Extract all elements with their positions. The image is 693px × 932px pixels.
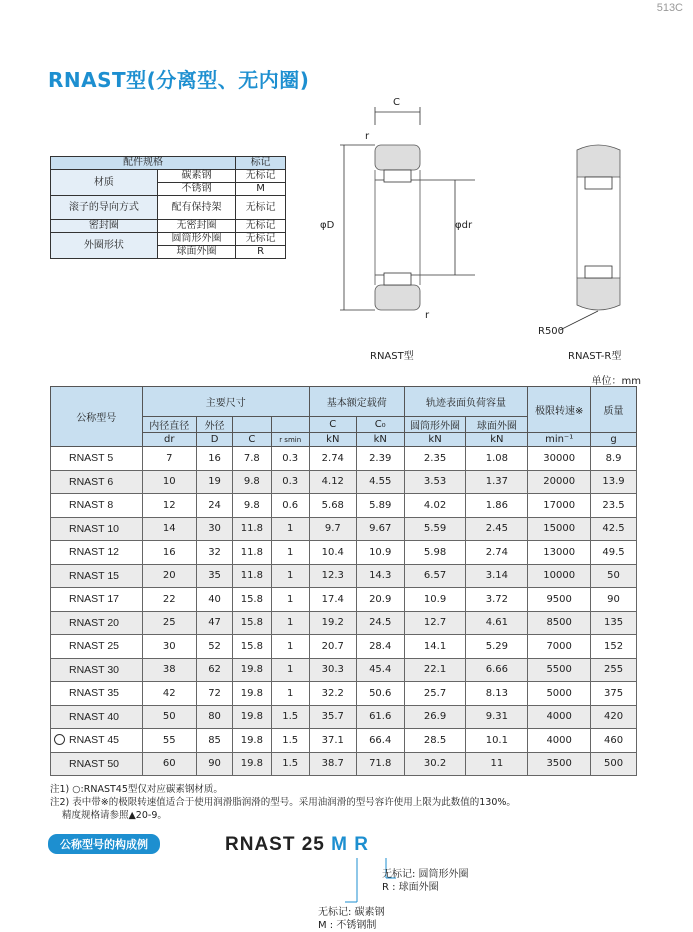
cell-mass: 90 [591, 588, 637, 612]
cell-speed: 17000 [528, 494, 591, 518]
cell-mass: 50 [591, 564, 637, 588]
cell-mass: 49.5 [591, 541, 637, 565]
cell-speed: 5500 [528, 658, 591, 682]
cell-sph: 1.08 [466, 447, 528, 471]
cell-r: 1 [271, 517, 309, 541]
cell-cyl: 4.02 [404, 494, 466, 518]
cell-r: 1 [271, 564, 309, 588]
cell-D: 35 [196, 564, 232, 588]
notes [50, 783, 516, 822]
table-row [51, 541, 637, 565]
cell-C: 19.8 [233, 705, 271, 729]
cell-model [51, 635, 143, 659]
cell-c: 12.3 [309, 564, 356, 588]
table-row [51, 588, 637, 612]
page-title: RNAST型(分离型、无内圈) [48, 68, 310, 92]
cell-mass: 42.5 [591, 517, 637, 541]
sub-dr: 内径直径 [142, 417, 196, 433]
cell-sph: 1.86 [466, 494, 528, 518]
header-load: 基本额定载荷 [309, 387, 404, 417]
cell-C: 15.8 [233, 611, 271, 635]
cell-D: 90 [196, 752, 232, 776]
dimension-table [50, 386, 637, 776]
cell-mass: 500 [591, 752, 637, 776]
spec-group: 滚子的导向方式 [51, 196, 158, 220]
cell-cyl: 5.59 [404, 517, 466, 541]
cell-C: 11.8 [233, 541, 271, 565]
table-row [51, 635, 637, 659]
cell-cyl: 28.5 [404, 729, 466, 753]
cell-mass: 152 [591, 635, 637, 659]
sub-cyl: 圆筒形外圈 [404, 417, 466, 433]
cell-model [51, 470, 143, 494]
cell-c: 9.7 [309, 517, 356, 541]
cell-mass: 255 [591, 658, 637, 682]
cell-speed: 15000 [528, 517, 591, 541]
header-speed: 极限转速※ [528, 387, 591, 433]
cell-r: 1.5 [271, 752, 309, 776]
cell-c: 35.7 [309, 705, 356, 729]
cell-speed: 5000 [528, 682, 591, 706]
model-label: RNAST 20 [69, 616, 119, 629]
cell-mass: 460 [591, 729, 637, 753]
model-label: RNAST 45 [69, 734, 119, 747]
cell-c: 20.7 [309, 635, 356, 659]
cell-sph: 8.13 [466, 682, 528, 706]
dim-c-label: C [393, 97, 400, 108]
cell-c: 4.12 [309, 470, 356, 494]
cell-c0: 10.9 [356, 541, 404, 565]
cell-c: 2.74 [309, 447, 356, 471]
cell-cyl: 10.9 [404, 588, 466, 612]
sub-c0: C₀ [356, 417, 404, 433]
spec-mark: R [236, 246, 286, 259]
spec-header-mark: 标记 [236, 157, 286, 170]
cell-dr: 12 [142, 494, 196, 518]
cell-cyl: 6.57 [404, 564, 466, 588]
cell-c: 38.7 [309, 752, 356, 776]
table-row [51, 705, 637, 729]
cell-dr: 20 [142, 564, 196, 588]
spec-item: 无密封圈 [157, 220, 235, 233]
caption-rnast: RNAST型 [370, 351, 414, 362]
table-row [51, 658, 637, 682]
unit-kn: kN [356, 433, 404, 447]
header-model: 公称型号 [51, 387, 143, 447]
spec-item: 球面外圈 [157, 246, 235, 259]
model-label: RNAST 10 [69, 522, 119, 535]
model-label: RNAST 50 [69, 757, 119, 770]
cell-r: 0.3 [271, 447, 309, 471]
cell-c0: 24.5 [356, 611, 404, 635]
sub-c: C [309, 417, 356, 433]
cell-D: 40 [196, 588, 232, 612]
cell-model [51, 705, 143, 729]
cell-sph: 2.74 [466, 541, 528, 565]
cell-speed: 4000 [528, 729, 591, 753]
cell-model [51, 729, 143, 753]
unit-label: 单位：mm [591, 376, 641, 387]
legend-r2: R : 球面外圈 [382, 882, 439, 893]
cell-speed: 10000 [528, 564, 591, 588]
unit-kn: kN [466, 433, 528, 447]
cell-sph: 4.61 [466, 611, 528, 635]
cell-dr: 55 [142, 729, 196, 753]
cell-cyl: 26.9 [404, 705, 466, 729]
unit-kn: kN [309, 433, 356, 447]
cell-cyl: 30.2 [404, 752, 466, 776]
cell-speed: 30000 [528, 447, 591, 471]
legend-m1: 无标记: 碳素钢 [318, 907, 385, 918]
cell-sph: 9.31 [466, 705, 528, 729]
cell-D: 19 [196, 470, 232, 494]
cell-speed: 4000 [528, 705, 591, 729]
table-row [51, 682, 637, 706]
cell-c0: 14.3 [356, 564, 404, 588]
cell-D: 80 [196, 705, 232, 729]
unit-c: C [233, 433, 271, 447]
cell-C: 9.8 [233, 470, 271, 494]
cell-D: 30 [196, 517, 232, 541]
dim-r-label: r [425, 310, 430, 321]
cell-c0: 28.4 [356, 635, 404, 659]
model-label: RNAST 8 [69, 499, 114, 512]
cell-model [51, 494, 143, 518]
cell-model [51, 611, 143, 635]
cell-D: 47 [196, 611, 232, 635]
cell-C: 19.8 [233, 752, 271, 776]
table-row [51, 752, 637, 776]
cell-dr: 22 [142, 588, 196, 612]
cell-c: 30.3 [309, 658, 356, 682]
cell-D: 32 [196, 541, 232, 565]
table-row [51, 564, 637, 588]
bearing-cross-section [320, 95, 660, 365]
legend-r [382, 868, 469, 894]
code-m: M [331, 834, 348, 855]
dim-dr-label: φdr [455, 220, 473, 231]
caption-rnast-r: RNAST-R型 [568, 351, 622, 362]
spec-item: 不锈钢 [157, 183, 235, 196]
code-main: RNAST 25 [225, 834, 325, 855]
cell-C: 7.8 [233, 447, 271, 471]
cell-mass: 13.9 [591, 470, 637, 494]
model-label: RNAST 6 [69, 475, 114, 488]
cell-dr: 50 [142, 705, 196, 729]
cell-r: 1 [271, 682, 309, 706]
cell-r: 1 [271, 658, 309, 682]
cell-D: 85 [196, 729, 232, 753]
cell-dr: 30 [142, 635, 196, 659]
cell-sph: 5.29 [466, 635, 528, 659]
model-label: RNAST 17 [69, 593, 119, 606]
spec-item: 配有保持架 [157, 196, 235, 220]
legend-m2: M : 不锈钢制 [318, 920, 377, 931]
table-row [51, 470, 637, 494]
note-3: 精度规格请参照▲20-9。 [62, 810, 167, 821]
cell-c: 37.1 [309, 729, 356, 753]
cell-r: 0.3 [271, 470, 309, 494]
table-row [51, 494, 637, 518]
spec-mark: M [236, 183, 286, 196]
spec-mark: 无标记 [236, 220, 286, 233]
cell-sph: 2.45 [466, 517, 528, 541]
cell-r: 1.5 [271, 729, 309, 753]
cell-D: 24 [196, 494, 232, 518]
cell-r: 1 [271, 588, 309, 612]
spec-group: 材质 [51, 170, 158, 196]
table-row [51, 517, 637, 541]
model-label: RNAST 12 [69, 546, 119, 559]
unit-g: g [591, 433, 637, 447]
cell-mass: 135 [591, 611, 637, 635]
cell-speed: 7000 [528, 635, 591, 659]
unit-kn: kN [404, 433, 466, 447]
cell-cyl: 22.1 [404, 658, 466, 682]
cell-c0: 61.6 [356, 705, 404, 729]
cell-mass: 420 [591, 705, 637, 729]
model-label: RNAST 30 [69, 663, 119, 676]
spec-table [50, 156, 286, 259]
dim-r-label: r [365, 131, 370, 142]
cell-sph: 6.66 [466, 658, 528, 682]
table-row [51, 729, 637, 753]
cell-c0: 66.4 [356, 729, 404, 753]
header-track: 轨迹表面负荷容量 [404, 387, 528, 417]
circle-mark-icon [54, 734, 65, 745]
spec-mark: 无标记 [236, 170, 286, 183]
cell-dr: 10 [142, 470, 196, 494]
cell-dr: 7 [142, 447, 196, 471]
cell-c: 32.2 [309, 682, 356, 706]
cell-sph: 3.72 [466, 588, 528, 612]
cell-cyl: 14.1 [404, 635, 466, 659]
code-r: R [354, 834, 369, 855]
cell-r: 0.6 [271, 494, 309, 518]
cell-cyl: 5.98 [404, 541, 466, 565]
cell-dr: 42 [142, 682, 196, 706]
cell-C: 15.8 [233, 635, 271, 659]
cell-cyl: 3.53 [404, 470, 466, 494]
spec-group: 外圈形状 [51, 233, 158, 259]
legend-m [318, 906, 385, 932]
table-row [51, 447, 637, 471]
unit-dr: dr [142, 433, 196, 447]
model-label: RNAST 40 [69, 710, 119, 723]
model-label: RNAST 35 [69, 687, 119, 700]
cell-c: 10.4 [309, 541, 356, 565]
cell-c0: 71.8 [356, 752, 404, 776]
model-label: RNAST 25 [69, 640, 119, 653]
cell-model [51, 564, 143, 588]
cell-C: 19.8 [233, 682, 271, 706]
cell-speed: 20000 [528, 470, 591, 494]
cell-model [51, 658, 143, 682]
cell-D: 72 [196, 682, 232, 706]
cell-c: 5.68 [309, 494, 356, 518]
cell-c0: 45.4 [356, 658, 404, 682]
sub-sph: 球面外圈 [466, 417, 528, 433]
cell-C: 15.8 [233, 588, 271, 612]
note-2: 注2) 表中带※的极限转速值适合于使用润滑脂润滑的型号。采用油润滑的型号容许使用上限为此数值的130%。 [50, 797, 516, 808]
header-mass: 质量 [591, 387, 637, 433]
cell-c: 19.2 [309, 611, 356, 635]
cell-sph: 3.14 [466, 564, 528, 588]
cell-sph: 1.37 [466, 470, 528, 494]
sub-empty [271, 417, 309, 433]
header-main-dims: 主要尺寸 [142, 387, 309, 417]
cell-r: 1 [271, 635, 309, 659]
example-badge: 公称型号的构成例 [48, 834, 160, 854]
cell-sph: 10.1 [466, 729, 528, 753]
cell-c0: 9.67 [356, 517, 404, 541]
note-1: 注1) ○:RNAST45型仅对应碳素钢材质。 [50, 784, 223, 795]
spec-group: 密封圈 [51, 220, 158, 233]
sub-empty [233, 417, 271, 433]
cell-model [51, 752, 143, 776]
spec-mark: 无标记 [236, 233, 286, 246]
cell-speed: 3500 [528, 752, 591, 776]
spec-header-spec: 配件规格 [51, 157, 236, 170]
cell-c0: 4.55 [356, 470, 404, 494]
model-label: RNAST 5 [69, 452, 114, 465]
page-number: 513C [656, 2, 683, 14]
cell-D: 52 [196, 635, 232, 659]
cell-cyl: 25.7 [404, 682, 466, 706]
cell-model [51, 682, 143, 706]
model-label: RNAST 15 [69, 569, 119, 582]
cell-cyl: 2.35 [404, 447, 466, 471]
legend-r1: 无标记: 圆筒形外圈 [382, 869, 469, 880]
table-row [51, 611, 637, 635]
cell-speed: 8500 [528, 611, 591, 635]
cell-cyl: 12.7 [404, 611, 466, 635]
sub-d: 外径 [196, 417, 232, 433]
example-code [225, 834, 369, 856]
cell-D: 16 [196, 447, 232, 471]
dim-d-label: φD [320, 220, 335, 231]
unit-r: r smin [271, 433, 309, 447]
cell-c0: 2.39 [356, 447, 404, 471]
unit-speed: min⁻¹ [528, 433, 591, 447]
cell-dr: 14 [142, 517, 196, 541]
cell-r: 1 [271, 611, 309, 635]
cell-r: 1 [271, 541, 309, 565]
cell-model [51, 447, 143, 471]
cell-speed: 9500 [528, 588, 591, 612]
cell-C: 9.8 [233, 494, 271, 518]
cell-dr: 38 [142, 658, 196, 682]
cell-dr: 25 [142, 611, 196, 635]
cell-mass: 8.9 [591, 447, 637, 471]
cell-dr: 60 [142, 752, 196, 776]
spec-item: 圆筒形外圈 [157, 233, 235, 246]
cell-c0: 5.89 [356, 494, 404, 518]
cell-model [51, 517, 143, 541]
cell-mass: 23.5 [591, 494, 637, 518]
cell-C: 19.8 [233, 729, 271, 753]
cell-c0: 50.6 [356, 682, 404, 706]
cell-model [51, 588, 143, 612]
spec-mark: 无标记 [236, 196, 286, 220]
cell-c0: 20.9 [356, 588, 404, 612]
unit-d: D [196, 433, 232, 447]
cell-r: 1.5 [271, 705, 309, 729]
cell-c: 17.4 [309, 588, 356, 612]
cell-mass: 375 [591, 682, 637, 706]
cell-C: 11.8 [233, 517, 271, 541]
cell-sph: 11 [466, 752, 528, 776]
cell-C: 11.8 [233, 564, 271, 588]
cell-model [51, 541, 143, 565]
cell-D: 62 [196, 658, 232, 682]
cell-speed: 13000 [528, 541, 591, 565]
bearing-drawing [320, 95, 660, 365]
spec-item: 碳素钢 [157, 170, 235, 183]
cell-dr: 16 [142, 541, 196, 565]
cell-C: 19.8 [233, 658, 271, 682]
r500-label: R500 [538, 326, 565, 337]
